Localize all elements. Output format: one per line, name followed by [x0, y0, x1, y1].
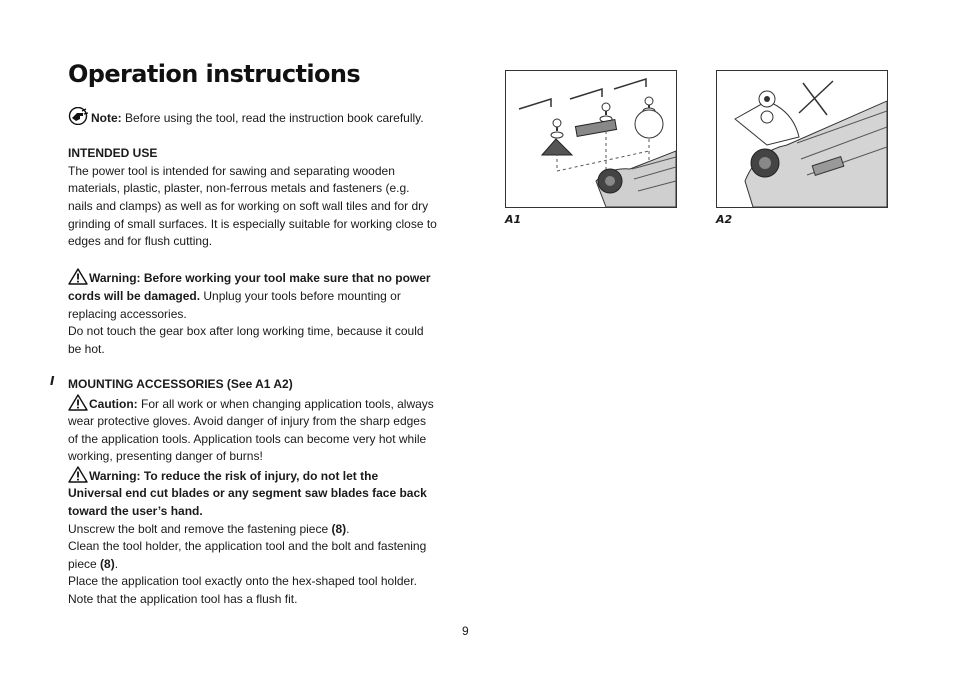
caution-line: working, presenting danger of burns!	[68, 449, 263, 464]
intended-use-heading: INTENDED USE	[68, 146, 158, 161]
warning2-line	[68, 485, 458, 503]
note-label: Note:	[91, 111, 122, 125]
clean-text: piece	[68, 556, 101, 571]
warning1-line	[68, 288, 458, 306]
warning1-line: be hot.	[68, 341, 105, 356]
caution-label: Caution:	[89, 396, 138, 411]
part-ref: (8)	[100, 556, 115, 571]
note-line	[68, 107, 458, 128]
part-ref: (8)	[331, 521, 347, 536]
intended-use-line: The power tool is intended for sawing and separating wooden	[68, 163, 395, 178]
caution-line: wear protective gloves. Avoid danger of injury from the sharp edges	[68, 414, 426, 429]
figure-a2-illustration	[717, 71, 887, 207]
warning1-bold: Warning: Before working your tool make sure that no power	[89, 271, 431, 286]
unscrew-text: Unscrew the bolt and remove the fastening piece	[68, 521, 332, 536]
intended-use-line: nails and clamps) as well as for working on soft wall tiles and for dry	[68, 198, 429, 213]
note-text: Before using the tool, read the instruction book carefully.	[121, 111, 424, 125]
clean-line	[68, 556, 458, 574]
figure-a2	[716, 70, 888, 208]
caution-line: of the application tools. Application tools can become very hot while	[68, 431, 427, 446]
warning-triangle-icon	[68, 466, 88, 483]
warning-triangle-icon	[68, 394, 88, 411]
figure-label: A2	[716, 213, 733, 226]
figure-a1	[505, 70, 677, 208]
unscrew-end: .	[346, 521, 350, 536]
page-number: 9	[462, 624, 469, 638]
text-column	[68, 107, 458, 609]
page-title: Operation instructions	[68, 60, 361, 88]
intended-use-line: edges and for flush cutting.	[68, 234, 213, 249]
warning1-bold: cords will be damaged.	[68, 288, 201, 303]
section-marker: I	[50, 374, 55, 388]
caution-line	[68, 394, 458, 414]
warning2-bold: Universal end cut blades or any segment saw blades face back	[68, 486, 427, 501]
figure-a1-illustration	[506, 71, 676, 207]
place-line: Place the application tool exactly onto the hex-shaped tool holder.	[68, 574, 417, 589]
warning2-bold: Warning: To reduce the risk of injury, do not let the	[89, 468, 379, 483]
warning2-line	[68, 503, 458, 521]
intended-use-line: grinding of small surfaces. It is especially suitable for working close to	[68, 216, 437, 231]
mounting-heading: MOUNTING ACCESSORIES (See A1 A2)	[68, 376, 293, 391]
warning2-line	[68, 466, 458, 486]
clean-line: Clean the tool holder, the application tool and the bolt and fastening	[68, 539, 427, 554]
intended-use-line: materials, plastic, plaster, non-ferrous metals and fasteners (e.g.	[68, 181, 410, 196]
clean-end: .	[114, 556, 119, 571]
unscrew-line	[68, 521, 458, 539]
warning1-text: Unplug your tools before mounting or	[200, 288, 401, 303]
warning-triangle-icon	[68, 268, 88, 285]
caution-text: For all work or when changing application tools, always	[137, 396, 434, 411]
warning1-line: replacing accessories.	[68, 306, 187, 321]
warning2-bold: toward the user’s hand.	[68, 504, 203, 519]
place-line: Note that the application tool has a flush fit.	[68, 592, 298, 607]
warning1-line	[68, 268, 458, 288]
figure-label: A1	[505, 213, 522, 226]
warning1-line: Do not touch the gear box after long working time, because it could	[68, 324, 424, 339]
hand-pointing-icon	[68, 107, 90, 125]
